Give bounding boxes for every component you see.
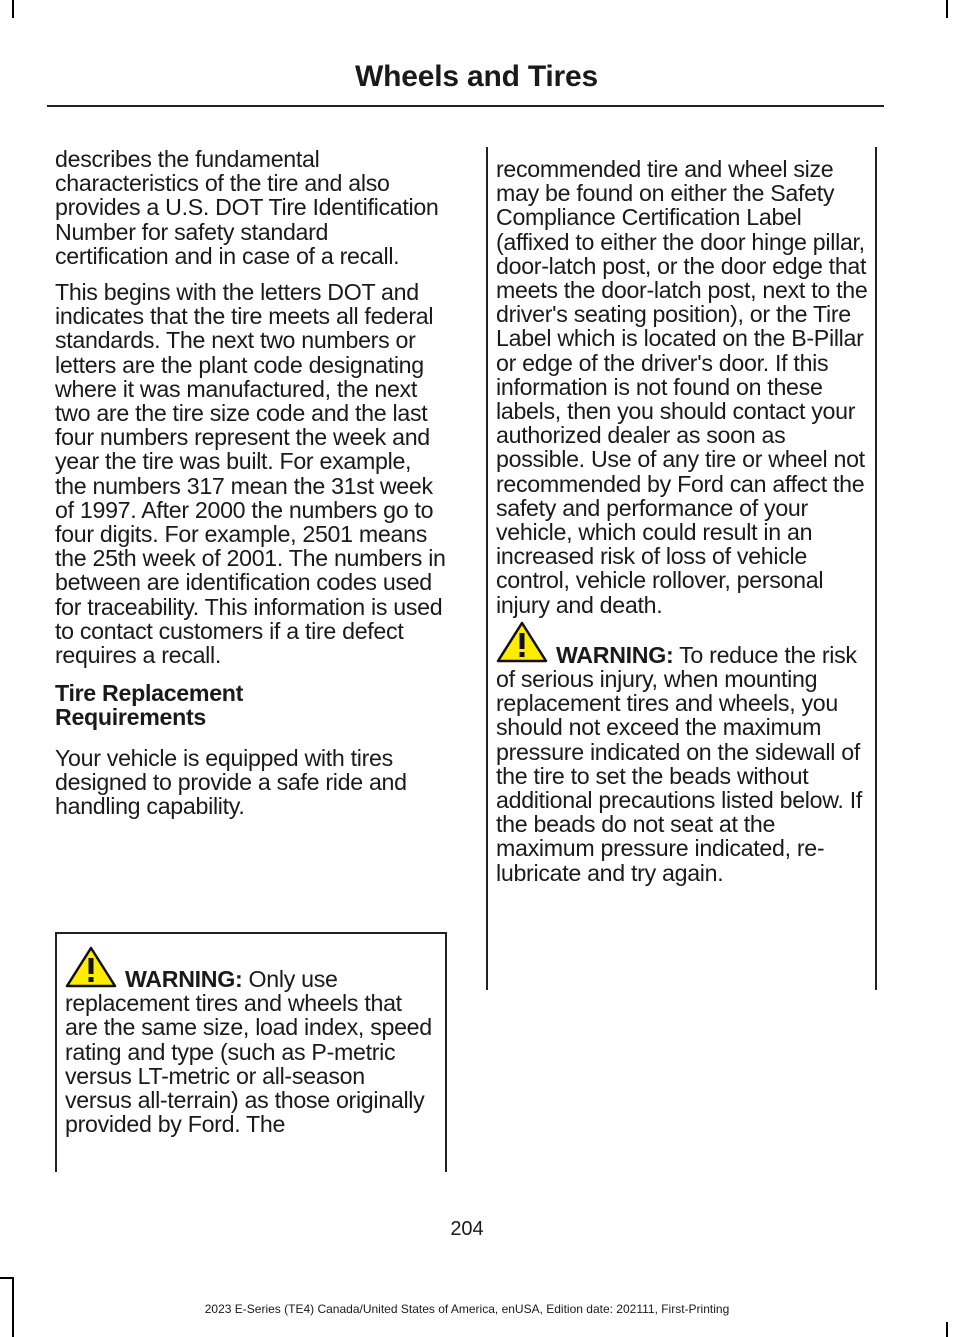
warning-body: Only use replacement tires and wheels that are the same size, load index, speed rating and type (such as P-metric versus LT-metric or all-season versus all-terrain) as those originally provided by Ford. The (65, 966, 432, 1138)
warning-text-left (65, 967, 437, 1136)
warning-box-right-border-left (486, 147, 488, 990)
warning-label: WARNING: (556, 641, 674, 668)
section-heading: Tire Replacement Requirements (55, 680, 244, 731)
header-divider (47, 105, 884, 107)
crop-mark-top-left (12, 0, 14, 18)
warning-box-left (55, 932, 447, 1172)
page-number: 204 (450, 1218, 484, 1240)
warning-continued-text: recommended tire and wheel size may be found on either the Safety Compliance Certification Label (affixed to either the door hinge pillar, door-latch post, or the door edge that meets the door-latch post, next to the driver's seating position), or the Tire Label which is located on the B-Pillar or edge of the driver's door. If this information is not found on these labels, then you should contact your authorized dealer as soon as possible. Use of any tire or wheel not recommended by Ford can affect the safety and performance of your vehicle, which could result in an increased risk of loss of vehicle control, vehicle rollover, personal injury and death. (496, 156, 868, 618)
crop-mark-bottom-right (946, 1322, 948, 1337)
footer-edition: 2023 E-Series (TE4) Canada/United States of America, enUSA, Edition date: 202111, First-Printing (204, 1302, 730, 1316)
warning-body: To reduce the risk of serious injury, when mounting replacement tires and wheels, you should not exceed the maximum pressure indicated on the sidewall of the tire to set the beads without additional precautions listed below. If the beads do not seat at the maximum pressure indicated, re-lubricate and try again. (496, 641, 862, 886)
paragraph-dot-code: This begins with the letters DOT and indicates that the tire meets all federal standards. The next two numbers or letters are the plant code designating where it was manufactured, the next two are the tire size code and the last four numbers represent the week and year the tire was built. For example, the numbers 317 mean the 31st week of 1997. After 2000 the numbers go to four digits. For example, 2501 means the 25th week of 2001. The numbers in between are identification codes used for traceability. This information is used to contact customers if a tire defect requires a recall. (55, 279, 446, 669)
crop-mark-bottom-left-h (0, 1277, 14, 1279)
warning-block-right (496, 639, 870, 885)
warning-triangle-icon (496, 621, 548, 663)
paragraph-tire-intro: Your vehicle is equipped with tires designed to provide a safe ride and handling capability. (55, 744, 407, 820)
warning-box-right-border-right (875, 147, 877, 990)
right-column (496, 157, 870, 885)
crop-mark-top-right (946, 0, 948, 18)
left-column (55, 147, 447, 830)
paragraph-dot-intro: describes the fundamental characteristics of the tire and also provides a U.S. DOT Tire Identification Number for safety standard certification and in case of a recall. (55, 146, 439, 269)
page-title: Wheels and Tires (355, 60, 598, 93)
warning-label: WARNING: (125, 966, 243, 992)
